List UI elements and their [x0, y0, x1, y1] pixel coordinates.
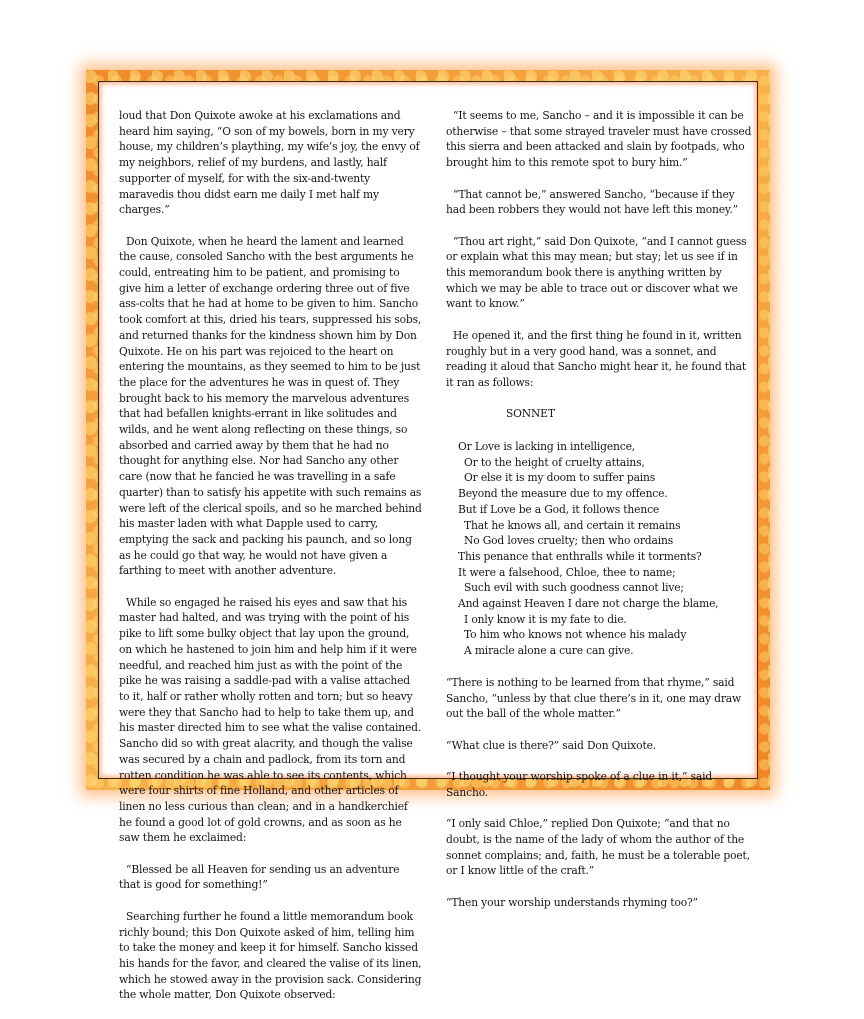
paragraph: “That cannot be,” answered Sancho, “because if they had been robbers they would not have left this money.” [446, 187, 738, 217]
sonnet-line: Such evil with such goodness cannot live; [464, 581, 684, 595]
paragraph: “What clue is there?” said Don Quixote. [446, 738, 657, 752]
sonnet-line: To him who knows not whence his malady [464, 628, 687, 642]
sonnet-line: Beyond the measure due to my offence. [458, 487, 668, 501]
sonnet [446, 439, 754, 659]
sonnet-line: I only know it is my fate to die. [464, 612, 627, 626]
sonnet-line: And against Heaven I dare not charge the blame, [458, 597, 719, 611]
sonnet-line: No God loves cruelty; then who ordains [464, 534, 674, 548]
paragraph: “Thou art right,” said Don Quixote, “and I cannot guess or explain what this may mean; but stay; let us see if in this memorandum book there is anything written by which we may be able to trace out or discover what we want to know.” [446, 234, 747, 311]
paragraph: He opened it, and the first thing he found in it, written roughly but in a very good hand, was a sonnet, and reading it aloud that Sancho might hear it, he found that it ran as follows: [446, 328, 747, 389]
paragraph: While so engaged he raised his eyes and saw that his master had halted, and was trying with the point of his pike to lift some bulky object that lay upon the ground, on which he hastened to join him and help him if it were needful, and reached him just as with the point of the pike he was raising a saddle-pad with a valise attached to it, half or rather wholly rotten and torn; but so heavy were they that Sancho had to help to take them up, and his master directed him to see what the valise contained. Sancho did so with great alacrity, and though the valise was secured by a chain and padlock, from its torn and rotten condition he was able to see its contents, which were four shirts of fine Holland, and other articles of linen no less curious than clean; and in a handkerchief he found a good lot of gold crowns, and as soon as he saw them he exclaimed: [119, 595, 422, 845]
left-text-column [119, 108, 422, 1019]
paragraph: “I only said Chloe,” replied Don Quixote; “and that no doubt, is the name of the lady of whom the author of the sonnet complains; and, faith, he must be a tolerable poet, or I know little of the craft.” [446, 817, 750, 878]
paragraph: Don Quixote, when he heard the lament and learned the cause, consoled Sancho with the best arguments he could, entreating him to be patient, and promising to give him a letter of exchange ordering three out of five ass-colts that he had at home to be given to him. Sancho took comfort at this, dried his tears, suppressed his sobs, and returned thanks for the kindness shown him by Don Quixote. He on his part was rejoiced to the heart on entering the mountains, as they seemed to him to be just the place for the adventures he was in quest of. They brought back to his memory the marvelous adventures that had befallen knights-errant in like solitudes and wilds, and he went along reflecting on these things, so absorbed and carried away by them that he had no thought for anything else. Nor had Sancho any other care (now that he fancied he was travelling in a safe quarter) than to satisfy his appetite with such remains as were left of the clerical spoils, and so he marched behind his master laden with what Dapple used to carry, emptying the sack and packing his paunch, and so long as he could go that way, he would not have given a farthing to meet with another adventure. [119, 234, 422, 578]
sonnet-line: Or to the height of cruelty attains, [464, 455, 645, 469]
paragraph: Searching further he found a little memorandum book richly bound; this Don Quixote asked of him, telling him to take the money and keep it for himself. Sancho kissed his hands for the favor, and cleared the valise of its linen, which he stowed away in the provision sack. Considering the whole matter, Don Quixote observed: [119, 909, 422, 1002]
paragraph: “Blessed be all Heaven for sending us an adventure that is good for something!” [119, 862, 400, 892]
paragraph: “There is nothing to be learned from that rhyme,” said Sancho, “unless by that clue there’s in it, one may draw out the ball of the whole matter.” [446, 675, 742, 721]
paragraph: loud that Don Quixote awoke at his exclamations and heard him saying, “O son of my bowels, born in my very house, my children’s plaything, my wife’s joy, the envy of my neighbors, relief of my burdens, and lastly, half supporter of myself, for with the six-and-twenty maravedis thou didst earn me daily I met half my charges.” [119, 109, 420, 217]
paragraph: “I thought your worship spoke of a clue in it,” said Sancho. [446, 770, 713, 799]
sonnet-line: Or Love is lacking in intelligence, [458, 440, 636, 453]
sonnet-line: That he knows all, and certain it remains [464, 518, 681, 532]
sonnet-title: SONNET [506, 407, 555, 421]
right-text-column [446, 108, 754, 926]
sonnet-line: It were a falsehood, Chloe, thee to name; [458, 565, 676, 579]
sonnet-line: A miracle alone a cure can give. [464, 644, 634, 658]
sonnet-line: This penance that enthralls while it torments? [458, 549, 702, 563]
paragraph: “It seems to me, Sancho – and it is impossible it can be otherwise – that some strayed traveler must have crossed this sierra and been attacked and slain by footpads, who brought him to this remote spot to bury him.” [446, 109, 752, 170]
sonnet-line: But if Love be a God, it follows thence [458, 502, 660, 516]
paragraph: “Then your worship understands rhyming too?” [446, 895, 698, 909]
sonnet-line: Or else it is my doom to suffer pains [464, 471, 656, 485]
